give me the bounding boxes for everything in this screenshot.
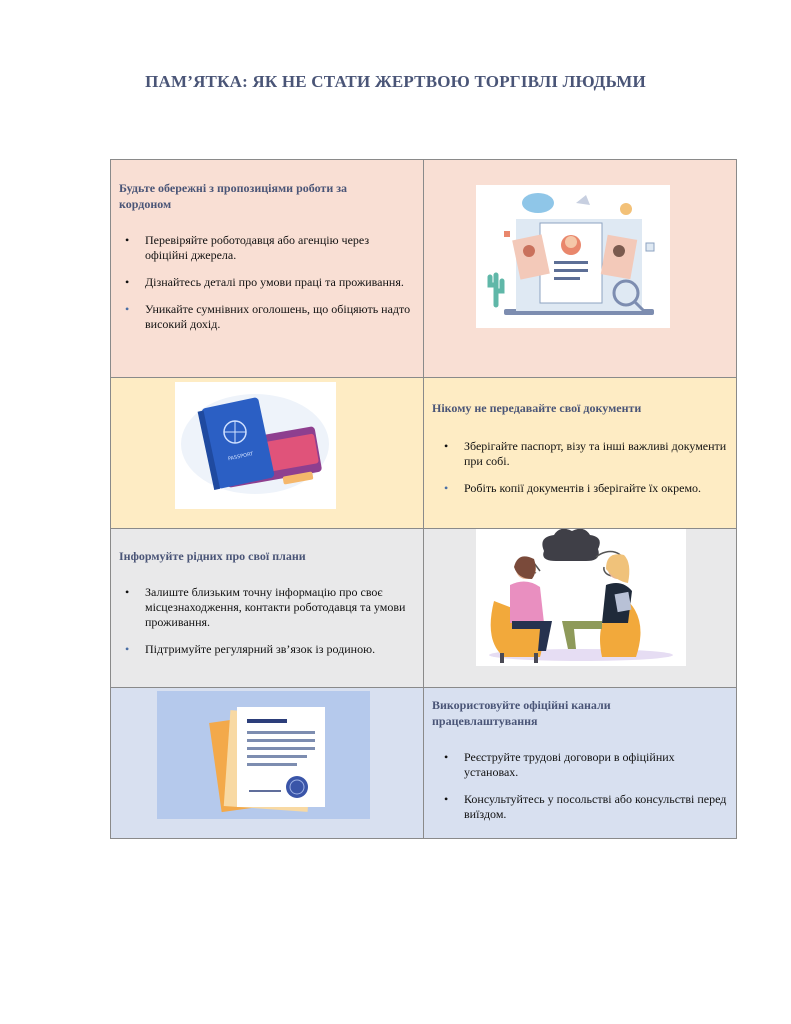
image-cell-passport bbox=[111, 378, 424, 529]
section-heading: Будьте обережні з пропозиціями роботи за кордоном bbox=[119, 181, 348, 211]
tips-list bbox=[430, 439, 730, 508]
passport-illustration bbox=[175, 382, 336, 509]
tips-table bbox=[110, 159, 737, 839]
section-job-offers bbox=[111, 160, 424, 378]
section-heading: Інформуйте рідних про свої плани bbox=[119, 549, 306, 563]
bullet: • bbox=[125, 642, 130, 656]
bullet: • bbox=[444, 481, 449, 495]
list-item: • Консультуйтесь у посольстві або консульстві перед виїздом. bbox=[444, 792, 727, 821]
bullet: • bbox=[125, 275, 130, 289]
list-item: • Робіть копії документів і зберігайте їх окремо. bbox=[444, 481, 702, 495]
list-item: • Перевіряйте роботодавця або агенцію через офіційні джерела. bbox=[125, 233, 370, 262]
cv-laptop-illustration bbox=[476, 185, 670, 328]
conversation-illustration bbox=[476, 529, 686, 666]
list-item: • Реєструйте трудові договори в офіційних установах. bbox=[444, 750, 675, 779]
tips-list bbox=[430, 750, 730, 834]
section-documents bbox=[424, 378, 737, 529]
bullet: • bbox=[444, 792, 449, 806]
bullet: • bbox=[444, 439, 449, 453]
section-inform-family bbox=[111, 529, 424, 688]
image-cell-document bbox=[111, 688, 424, 839]
section-heading: Нікому не передавайте свої документи bbox=[432, 401, 642, 415]
section-official-channels bbox=[424, 688, 737, 839]
page-title: ПАМ’ЯТКА: ЯК НЕ СТАТИ ЖЕРТВОЮ ТОРГІВЛІ ЛЮДЬМИ bbox=[145, 72, 646, 91]
list-item: • Дізнайтесь деталі про умови праці та проживання. bbox=[125, 275, 404, 289]
list-item: • Зберігайте паспорт, візу та інші важливі документи при собі. bbox=[444, 439, 727, 468]
tips-list bbox=[111, 233, 411, 344]
image-cell-conversation bbox=[424, 529, 737, 688]
bullet: • bbox=[125, 302, 130, 316]
list-item: • Залиште близьким точну інформацію про своє місцезнаходження, контакти роботодавця та умови проживання. bbox=[125, 585, 406, 629]
image-cell-cv bbox=[424, 160, 737, 378]
list-item: • Уникайте сумнівних оголошень, що обіцяють надто високий дохід. bbox=[125, 302, 411, 331]
section-heading: Використовуйте офіційні канали працевлаштування bbox=[432, 698, 611, 728]
bullet: • bbox=[125, 233, 130, 247]
certificate-document-illustration bbox=[157, 691, 370, 819]
bullet: • bbox=[125, 585, 130, 599]
list-item: • Підтримуйте регулярний зв’язок із родиною. bbox=[125, 642, 376, 656]
bullet: • bbox=[444, 750, 449, 764]
passport-label: PASSPORT bbox=[227, 451, 254, 463]
tips-list bbox=[111, 585, 417, 669]
